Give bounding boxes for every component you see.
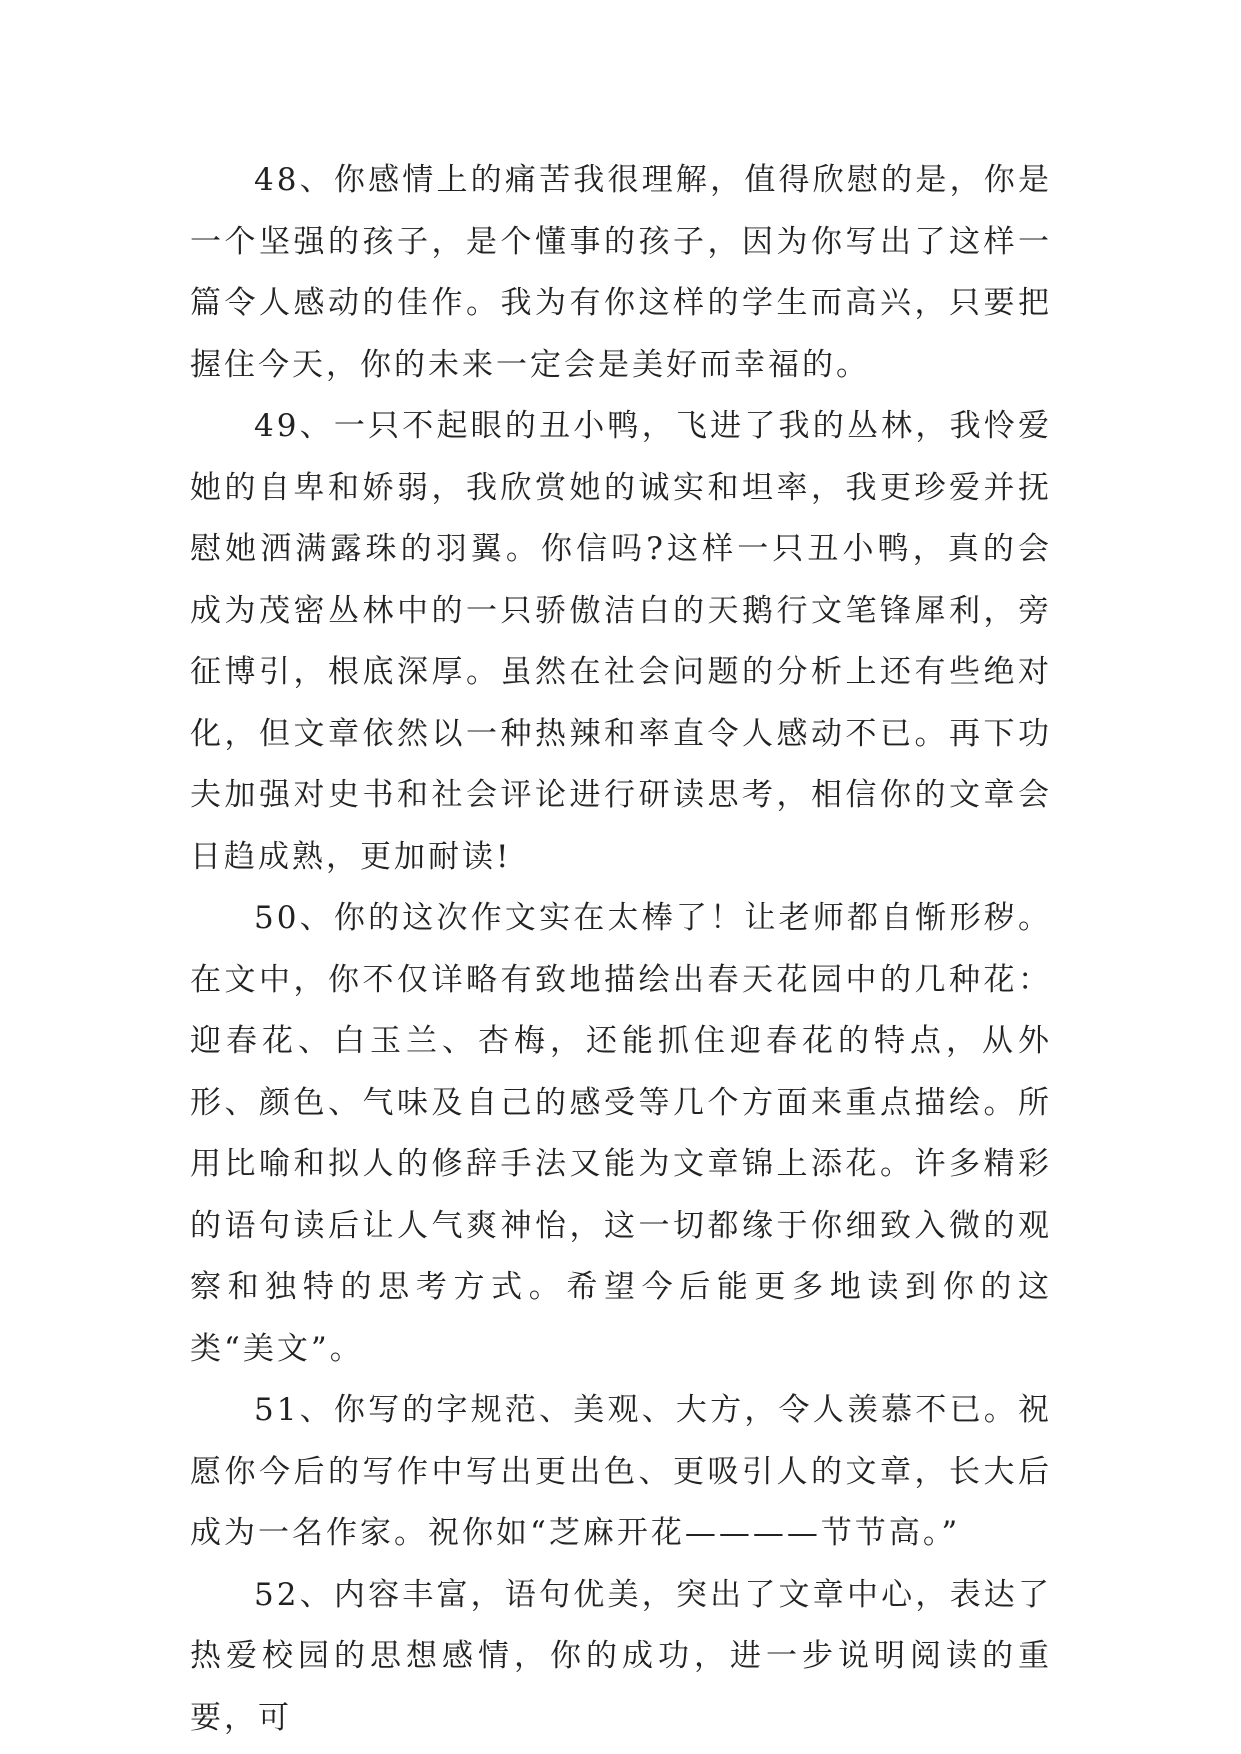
document-body [190,150,1052,1749]
comment-paragraph-52: 52、内容丰富，语句优美，突出了文章中心，表达了热爱校园的思想感情，你的成功，进一步说明阅读的重要，可 [190,1576,1052,1736]
comment-paragraph-50: 50、你的这次作文实在太棒了！让老师都自惭形秽。在文中，你不仅详略有致地描绘出春天花园中的几种花：迎春花、白玉兰、杏梅，还能抓住迎春花的特点，从外形、颜色、气味及自己的感受等几个方面来重点描绘。所用比喻和拟人的修辞手法又能为文章锦上添花。许多精彩的语句读后让人气爽神怡，这一切都缘于你细致入微的观察和独特的思考方式。希望今后能更多地读到你的这类“美文”。 [190,900,1052,1367]
comment-paragraph-48: 48、你感情上的痛苦我很理解，值得欣慰的是，你是一个坚强的孩子，是个懂事的孩子，因为你写出了这样一篇令人感动的佳作。我为有你这样的学生而高兴，只要把握住今天，你的未来一定会是美好而幸福的。 [190,162,1052,383]
comment-paragraph-49: 49、一只不起眼的丑小鸭，飞进了我的丛林，我怜爱她的自卑和娇弱，我欣赏她的诚实和坦率，我更珍爱并抚慰她洒满露珠的羽翼。你信吗?这样一只丑小鸭，真的会成为茂密丛林中的一只骄傲洁白的天鹅行文笔锋犀利，旁征博引，根底深厚。虽然在社会问题的分析上还有些绝对化，但文章依然以一种热辣和率直令人感动不已。再下功夫加强对史书和社会评论进行研读思考，相信你的文章会日趋成熟，更加耐读! [190,408,1052,875]
comment-paragraph-51: 51、你写的字规范、美观、大方，令人羡慕不已。祝愿你今后的写作中写出更出色、更吸引人的文章，长大后成为一名作家。祝你如“芝麻开花————节节高。” [190,1392,1052,1551]
